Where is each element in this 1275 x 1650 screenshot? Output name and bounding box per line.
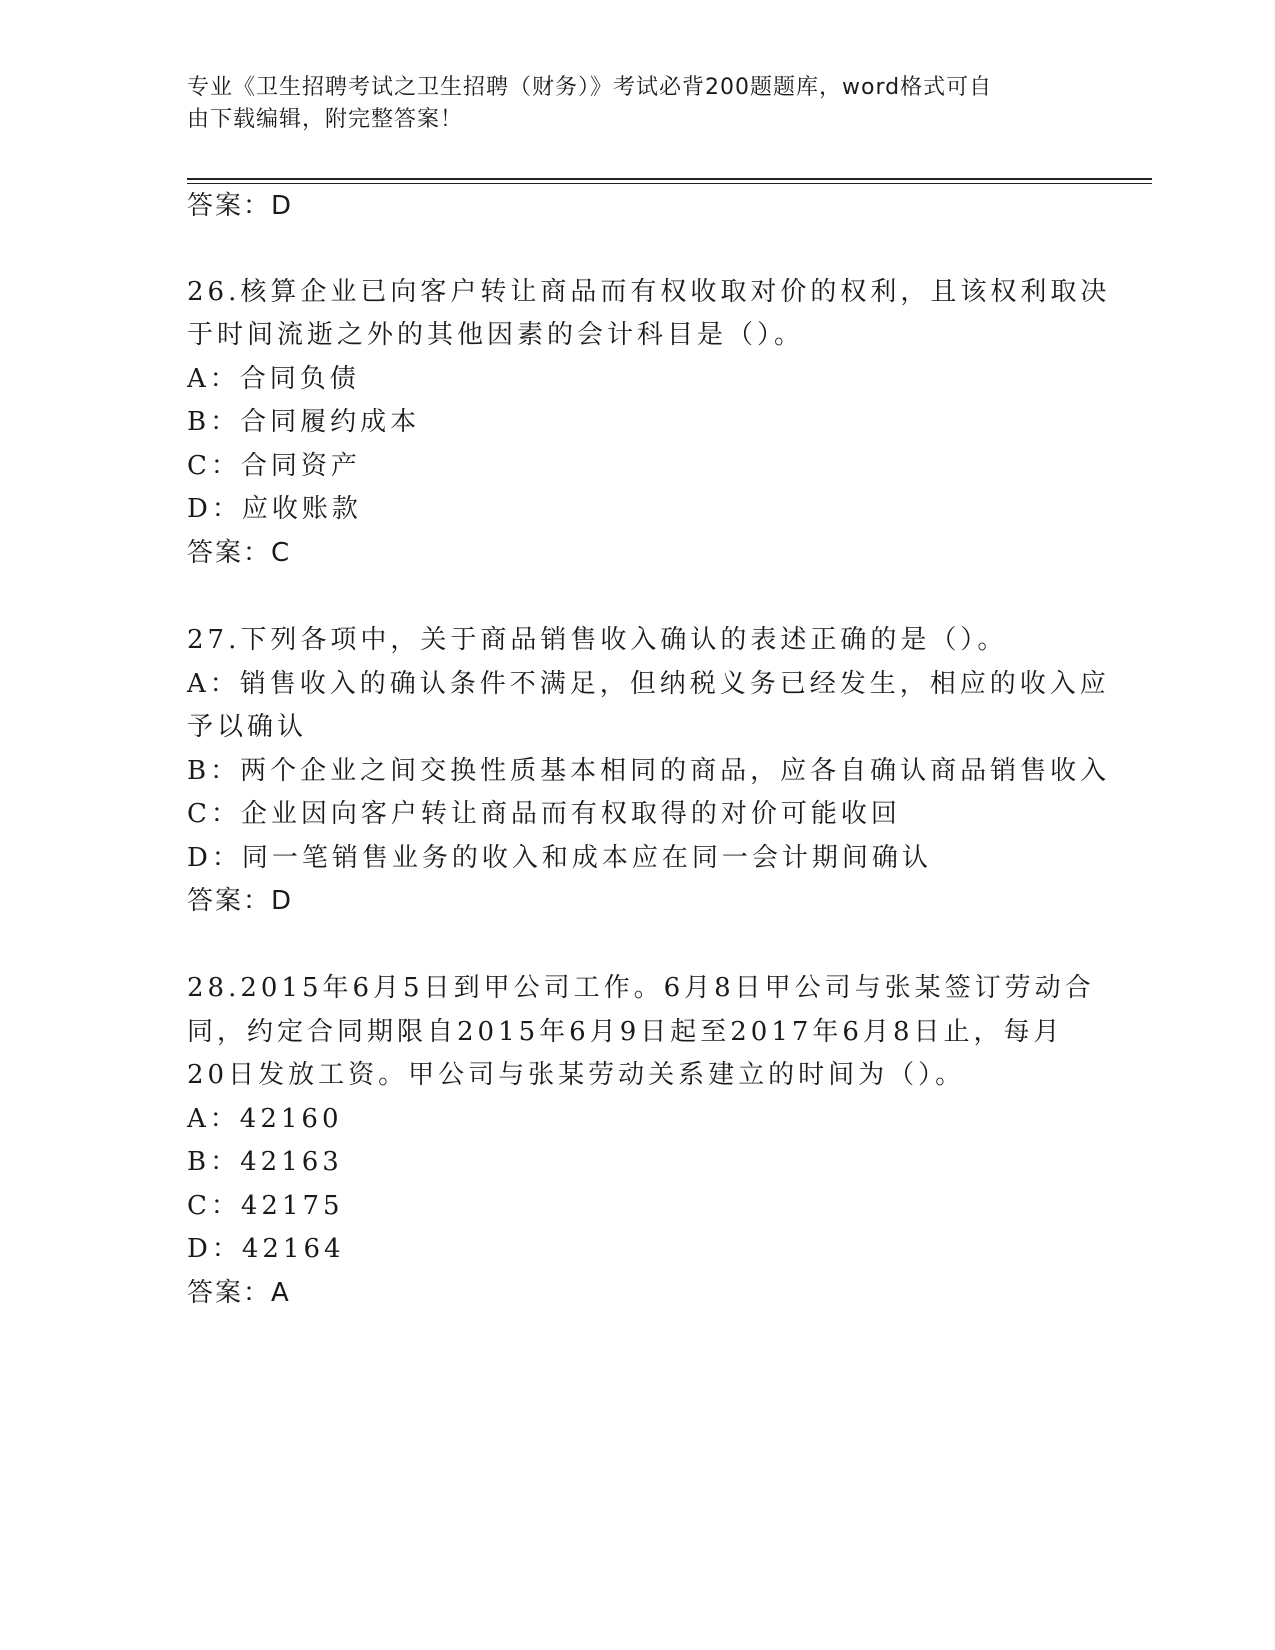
answer: 答案：A — [187, 1278, 291, 1308]
option-d: D：42164 — [187, 1234, 345, 1264]
option-a: A：42160 — [187, 1104, 343, 1134]
option-c: C：合同资产 — [187, 451, 361, 481]
option-b: B：两个企业之间交换性质基本相同的商品，应各自确认商品销售收入 — [187, 756, 1111, 786]
option-d: D：同一笔销售业务的收入和成本应在同一会计期间确认 — [187, 843, 932, 873]
option-c: C：42175 — [187, 1191, 344, 1221]
header-divider — [187, 178, 1152, 180]
option-d: D：应收账款 — [187, 494, 362, 524]
option-b: B：42163 — [187, 1147, 343, 1177]
option-c: C：企业因向客户转让商品而有权取得的对价可能收回 — [187, 799, 901, 829]
answer: 答案：D — [187, 886, 294, 916]
question-stem-line: 28.2015年6月5日到甲公司工作。6月8日甲公司与张某签订劳动合 — [187, 973, 1095, 1003]
question-stem-line: 同，约定合同期限自2015年6月9日起至2017年6月8日止，每月 — [187, 1017, 1064, 1047]
question-stem-line: 27.下列各项中，关于商品销售收入确认的表述正确的是（）。 — [187, 625, 1008, 655]
document-header — [187, 72, 1067, 136]
question-stem-line: 于时间流逝之外的其他因素的会计科目是（）。 — [187, 320, 805, 350]
answer: 答案：C — [187, 538, 292, 568]
question-stem-line: 20日发放工资。甲公司与张某劳动关系建立的时间为（）。 — [187, 1060, 966, 1090]
option-b: B：合同履约成本 — [187, 407, 421, 437]
previous-answer: 答案：D — [187, 191, 294, 221]
header-divider-thin — [187, 183, 1152, 184]
question-stem-line: 26.核算企业已向客户转让商品而有权收取对价的权利，且该权利取决 — [187, 277, 1111, 307]
header-line-1: 专业《卫生招聘考试之卫生招聘（财务）》考试必背200题题库，word格式可自 — [187, 75, 993, 100]
option-a-continued: 予以确认 — [187, 712, 308, 742]
option-a: A：合同负债 — [187, 364, 360, 394]
header-line-2: 由下载编辑，附完整答案！ — [187, 107, 464, 132]
option-a: A：销售收入的确认条件不满足，但纳税义务已经发生，相应的收入应 — [187, 669, 1110, 699]
